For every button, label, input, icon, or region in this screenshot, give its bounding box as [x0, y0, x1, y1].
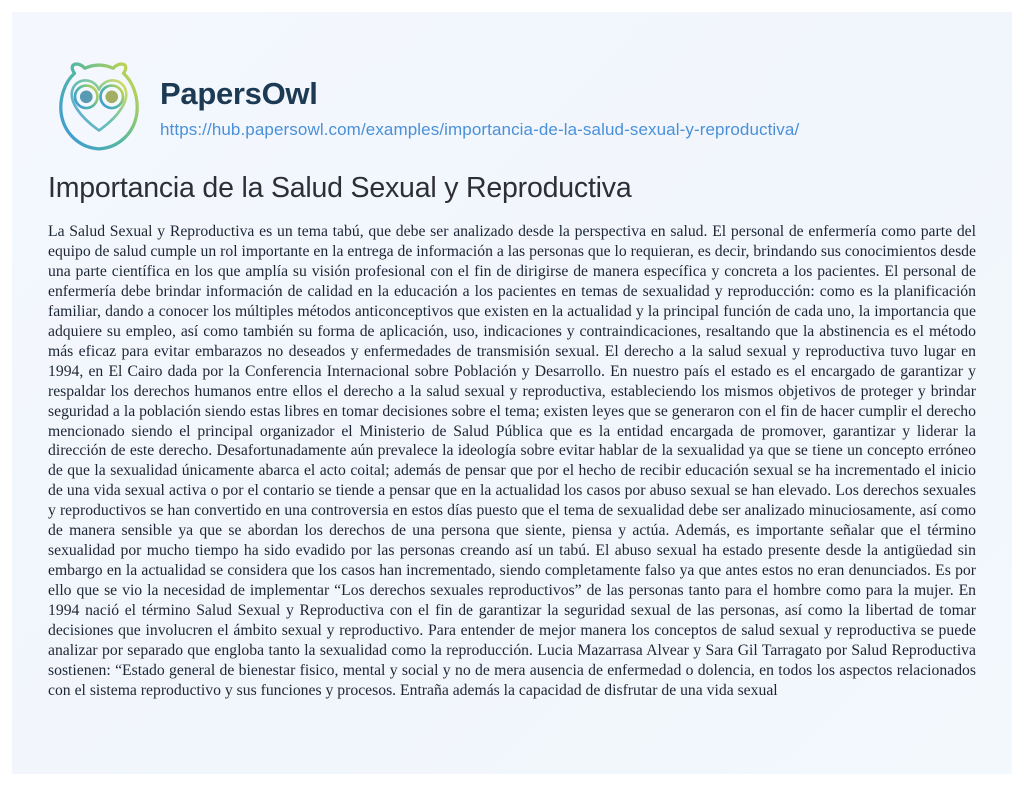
brand-block	[160, 74, 799, 140]
owl-logo-icon	[48, 56, 150, 158]
document-card	[12, 12, 1012, 774]
brand-name: PapersOwl	[160, 76, 318, 111]
page-title: Importancia de la Salud Sexual y Reproductiva	[48, 172, 632, 204]
site-header	[48, 56, 976, 158]
source-url-link[interactable]: https://hub.papersowl.com/examples/importancia-de-la-salud-sexual-y-reproductiva/	[160, 120, 800, 139]
article-body-text: La Salud Sexual y Reproductiva es un tema tabú, que debe ser analizado desde la perspectiva en salud. El personal de enfermería como parte del equipo de salud cumple un rol importante en la entrega de información a las personas que lo requieran, es decir, brindando sus conocimientos desde una parte científica en los que amplía su visión profesional con el fin de dirigirse de manera específica y concreta a los pacientes. El personal de enfermería debe brindar información de calidad en la educación a los pacientes en temas de sexualidad y reproducción: como es la planificación familiar, dando a conocer los múltiples métodos anticonceptivos que existen en la actualidad y la principal función de cada uno, la importancia que adquiere su empleo, así como también su forma de aplicación, uso, indicaciones y contraindicaciones, resaltando que la abstinencia es el método más eficaz para evitar embarazos no deseados y enfermedades de transmisión sexual. El derecho a la salud sexual y reproductiva tuvo lugar en 1994, en El Cairo dada por la Conferencia Internacional sobre Población y Desarrollo. En nuestro país el estado es el encargado de garantizar y respaldar los derechos humanos entre ellos el derecho a la salud sexual y reproductiva, estableciendo los mismos objetivos de proteger y brindar seguridad a la población siendo estas libres en tomar decisiones sobre el tema; existen leyes que se generaron con el fin de hacer cumplir el derecho mencionado siendo el principal organizador el Ministerio de Salud Pública que es la entidad encargada de promover, garantizar y liderar la dirección de este derecho. Desafortunadamente aún prevalece la ideología sobre evitar hablar de la sexualidad ya que se tiene un concepto erróneo de que la sexualidad únicamente abarca el acto coital; además de pensar que por el hecho de recibir educación sexual se ha incrementado el inicio de una vida sexual activa o por el contario se tiende a pensar que en la actualidad los casos por abuso sexual se han elevado. Los derechos sexuales y reproductivos se han convertido en una controversia en estos días puesto que el tema de sexualidad debe ser analizado minuciosamente, así como de manera sensible ya que se abordan los derechos de una persona que siente, piensa y actúa. Además, es importante señalar que el término sexualidad por mucho tiempo ha sido evadido por las personas creando así un tabú. El abuso sexual ha estado presente desde la antigüedad sin embargo en la actualidad se considera que los casos han incrementado, siendo completamente falso ya que antes estos no eran denunciados. Es por ello que se vio la necesidad de implementar “Los derechos sexuales reproductivos” de las personas tanto para el hombre como para la mujer. En 1994 nació el término Salud Sexual y Reproductiva con el fin de garantizar la seguridad sexual de las personas, así como la libertad de tomar decisiones que involucren el ámbito sexual y reproductivo. Para entender de mejor manera los conceptos de salud sexual y reproductiva se puede analizar por separado que engloba tanto la sexualidad como la reproducción. Lucia Mazarrasa Alvear y Sara Gil Tarragato por Salud Reproductiva sostienen: “Estado general de bienestar fisico, mental y social y no de mera ausencia de enfermedad o dolencia, en todos los aspectos relacionados con el sistema reproductivo y sus funciones y procesos. Entraña además la capacidad de disfrutar de una vida sexual	[48, 223, 976, 699]
